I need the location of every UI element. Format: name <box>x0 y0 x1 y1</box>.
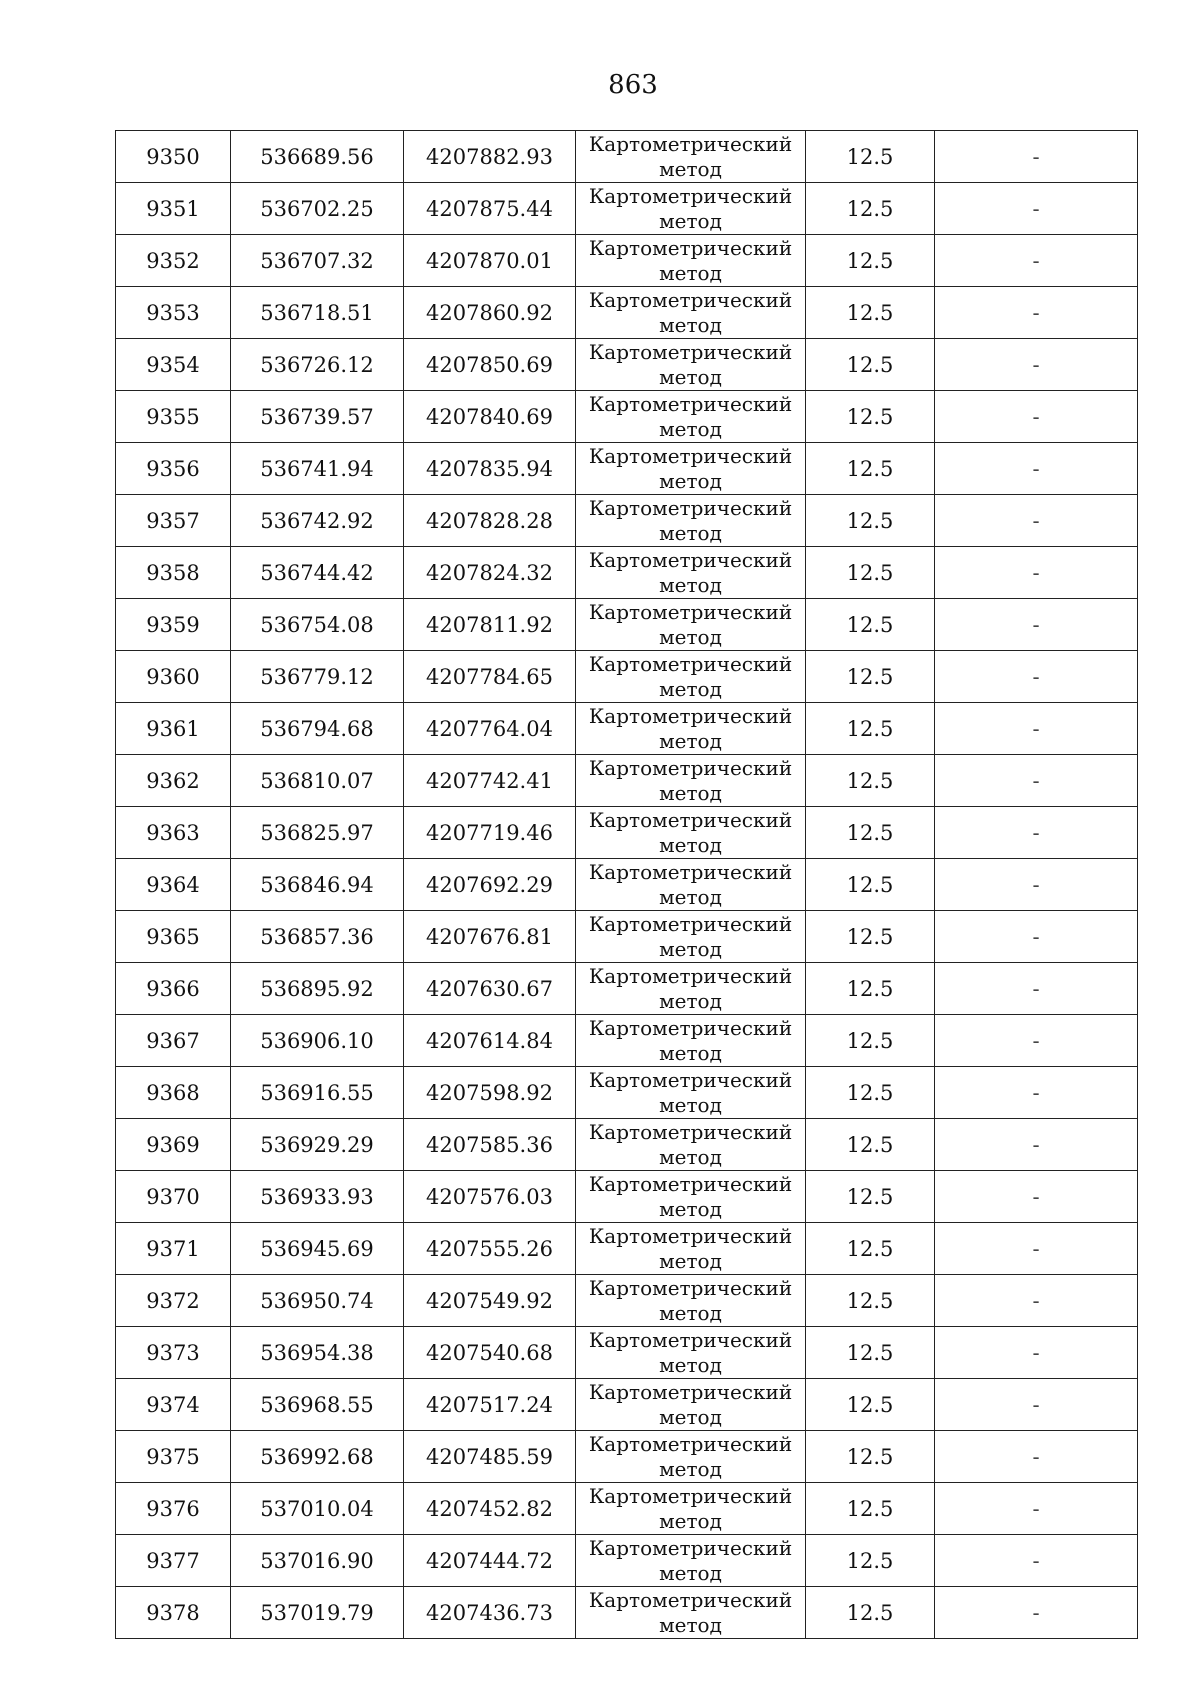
accuracy-cell: 12.5 <box>806 183 935 235</box>
x-coordinate-cell: 536742.92 <box>231 495 404 547</box>
method-line-1: Картометрический <box>588 1275 793 1300</box>
method-line-1: Картометрический <box>588 235 793 260</box>
y-coordinate-cell: 4207485.59 <box>404 1431 576 1483</box>
note-cell: - <box>935 1327 1138 1379</box>
table-row <box>116 807 1138 859</box>
method-line-2: метод <box>659 1040 722 1065</box>
y-coordinate-cell: 4207860.92 <box>404 287 576 339</box>
point-number-cell: 9359 <box>116 599 231 651</box>
accuracy-cell: 12.5 <box>806 703 935 755</box>
x-coordinate-cell: 536846.94 <box>231 859 404 911</box>
note-cell: - <box>935 703 1138 755</box>
note-cell: - <box>935 1067 1138 1119</box>
table-row <box>116 1587 1138 1639</box>
method-line-2: метод <box>659 624 722 649</box>
table-row <box>116 547 1138 599</box>
method-line-2: метод <box>659 1560 722 1585</box>
note-cell: - <box>935 1223 1138 1275</box>
table-row <box>116 1119 1138 1171</box>
x-coordinate-cell: 536895.92 <box>231 963 404 1015</box>
method-line-1: Картометрический <box>588 495 793 520</box>
accuracy-cell: 12.5 <box>806 1327 935 1379</box>
note-cell: - <box>935 391 1138 443</box>
method-line-2: метод <box>659 1092 722 1117</box>
method-cell <box>576 1275 806 1327</box>
method-cell <box>576 1015 806 1067</box>
table-row <box>116 495 1138 547</box>
point-number-cell: 9373 <box>116 1327 231 1379</box>
note-cell: - <box>935 1535 1138 1587</box>
y-coordinate-cell: 4207870.01 <box>404 235 576 287</box>
accuracy-cell: 12.5 <box>806 1431 935 1483</box>
method-line-1: Картометрический <box>588 911 793 936</box>
coordinates-table <box>115 130 1138 1639</box>
note-cell: - <box>935 1431 1138 1483</box>
note-cell: - <box>935 495 1138 547</box>
note-cell: - <box>935 1275 1138 1327</box>
method-line-1: Картометрический <box>588 859 793 884</box>
y-coordinate-cell: 4207517.24 <box>404 1379 576 1431</box>
method-line-1: Картометрический <box>588 1015 793 1040</box>
method-line-1: Картометрический <box>588 1379 793 1404</box>
point-number-cell: 9350 <box>116 131 231 183</box>
accuracy-cell: 12.5 <box>806 859 935 911</box>
method-line-2: метод <box>659 1248 722 1273</box>
accuracy-cell: 12.5 <box>806 339 935 391</box>
accuracy-cell: 12.5 <box>806 1171 935 1223</box>
page-number: 863 <box>608 70 658 100</box>
table-row <box>116 1483 1138 1535</box>
method-line-2: метод <box>659 1300 722 1325</box>
note-cell: - <box>935 235 1138 287</box>
table-row <box>116 1379 1138 1431</box>
method-cell <box>576 1535 806 1587</box>
point-number-cell: 9374 <box>116 1379 231 1431</box>
table-row <box>116 599 1138 651</box>
table-row <box>116 131 1138 183</box>
accuracy-cell: 12.5 <box>806 1483 935 1535</box>
y-coordinate-cell: 4207835.94 <box>404 443 576 495</box>
method-cell <box>576 1171 806 1223</box>
x-coordinate-cell: 536718.51 <box>231 287 404 339</box>
point-number-cell: 9361 <box>116 703 231 755</box>
y-coordinate-cell: 4207692.29 <box>404 859 576 911</box>
method-cell <box>576 391 806 443</box>
y-coordinate-cell: 4207555.26 <box>404 1223 576 1275</box>
note-cell: - <box>935 807 1138 859</box>
point-number-cell: 9371 <box>116 1223 231 1275</box>
method-line-1: Картометрический <box>588 183 793 208</box>
method-cell <box>576 495 806 547</box>
method-line-1: Картометрический <box>588 807 793 832</box>
x-coordinate-cell: 536689.56 <box>231 131 404 183</box>
note-cell: - <box>935 183 1138 235</box>
method-line-2: метод <box>659 156 722 181</box>
method-line-1: Картометрический <box>588 547 793 572</box>
point-number-cell: 9372 <box>116 1275 231 1327</box>
method-line-1: Картометрический <box>588 391 793 416</box>
table-row <box>116 1067 1138 1119</box>
point-number-cell: 9365 <box>116 911 231 963</box>
method-cell <box>576 1587 806 1639</box>
note-cell: - <box>935 1015 1138 1067</box>
x-coordinate-cell: 536945.69 <box>231 1223 404 1275</box>
x-coordinate-cell: 536810.07 <box>231 755 404 807</box>
method-line-2: метод <box>659 260 722 285</box>
method-line-1: Картометрический <box>588 1119 793 1144</box>
y-coordinate-cell: 4207828.28 <box>404 495 576 547</box>
accuracy-cell: 12.5 <box>806 1015 935 1067</box>
method-cell <box>576 1067 806 1119</box>
table-row <box>116 1431 1138 1483</box>
x-coordinate-cell: 536707.32 <box>231 235 404 287</box>
method-cell <box>576 443 806 495</box>
method-line-2: метод <box>659 1456 722 1481</box>
note-cell: - <box>935 1483 1138 1535</box>
method-line-2: метод <box>659 312 722 337</box>
method-cell <box>576 235 806 287</box>
accuracy-cell: 12.5 <box>806 963 935 1015</box>
x-coordinate-cell: 536739.57 <box>231 391 404 443</box>
method-cell <box>576 599 806 651</box>
method-cell <box>576 1379 806 1431</box>
method-line-1: Картометрический <box>588 1171 793 1196</box>
x-coordinate-cell: 536929.29 <box>231 1119 404 1171</box>
x-coordinate-cell: 536950.74 <box>231 1275 404 1327</box>
y-coordinate-cell: 4207764.04 <box>404 703 576 755</box>
x-coordinate-cell: 537019.79 <box>231 1587 404 1639</box>
x-coordinate-cell: 536702.25 <box>231 183 404 235</box>
accuracy-cell: 12.5 <box>806 1535 935 1587</box>
y-coordinate-cell: 4207882.93 <box>404 131 576 183</box>
method-cell <box>576 755 806 807</box>
method-line-2: метод <box>659 1196 722 1221</box>
table-row <box>116 1171 1138 1223</box>
point-number-cell: 9353 <box>116 287 231 339</box>
method-line-1: Картометрический <box>588 1483 793 1508</box>
method-cell <box>576 183 806 235</box>
method-line-2: метод <box>659 1404 722 1429</box>
note-cell: - <box>935 1171 1138 1223</box>
method-line-2: метод <box>659 936 722 961</box>
table-row <box>116 911 1138 963</box>
accuracy-cell: 12.5 <box>806 1275 935 1327</box>
accuracy-cell: 12.5 <box>806 651 935 703</box>
method-cell <box>576 807 806 859</box>
method-cell <box>576 547 806 599</box>
y-coordinate-cell: 4207444.72 <box>404 1535 576 1587</box>
table-row <box>116 1535 1138 1587</box>
method-line-2: метод <box>659 1612 722 1637</box>
method-cell <box>576 963 806 1015</box>
accuracy-cell: 12.5 <box>806 1067 935 1119</box>
method-line-2: метод <box>659 1508 722 1533</box>
note-cell: - <box>935 287 1138 339</box>
x-coordinate-cell: 536726.12 <box>231 339 404 391</box>
point-number-cell: 9369 <box>116 1119 231 1171</box>
method-line-1: Картометрический <box>588 963 793 988</box>
method-line-2: метод <box>659 572 722 597</box>
x-coordinate-cell: 537016.90 <box>231 1535 404 1587</box>
y-coordinate-cell: 4207452.82 <box>404 1483 576 1535</box>
accuracy-cell: 12.5 <box>806 599 935 651</box>
method-line-2: метод <box>659 520 722 545</box>
note-cell: - <box>935 443 1138 495</box>
table-row <box>116 1223 1138 1275</box>
method-line-2: метод <box>659 1352 722 1377</box>
method-line-2: метод <box>659 728 722 753</box>
method-line-1: Картометрический <box>588 1067 793 1092</box>
table-row <box>116 1275 1138 1327</box>
method-cell <box>576 287 806 339</box>
x-coordinate-cell: 536916.55 <box>231 1067 404 1119</box>
method-line-2: метод <box>659 832 722 857</box>
method-line-2: метод <box>659 676 722 701</box>
point-number-cell: 9376 <box>116 1483 231 1535</box>
point-number-cell: 9370 <box>116 1171 231 1223</box>
accuracy-cell: 12.5 <box>806 755 935 807</box>
point-number-cell: 9355 <box>116 391 231 443</box>
table-row <box>116 1015 1138 1067</box>
accuracy-cell: 12.5 <box>806 1379 935 1431</box>
point-number-cell: 9363 <box>116 807 231 859</box>
y-coordinate-cell: 4207630.67 <box>404 963 576 1015</box>
method-line-1: Картометрический <box>588 755 793 780</box>
table-row <box>116 703 1138 755</box>
y-coordinate-cell: 4207549.92 <box>404 1275 576 1327</box>
x-coordinate-cell: 536906.10 <box>231 1015 404 1067</box>
method-line-2: метод <box>659 884 722 909</box>
accuracy-cell: 12.5 <box>806 547 935 599</box>
point-number-cell: 9354 <box>116 339 231 391</box>
method-cell <box>576 339 806 391</box>
point-number-cell: 9358 <box>116 547 231 599</box>
table-row <box>116 287 1138 339</box>
table-row <box>116 963 1138 1015</box>
accuracy-cell: 12.5 <box>806 235 935 287</box>
note-cell: - <box>935 339 1138 391</box>
method-cell <box>576 1327 806 1379</box>
point-number-cell: 9362 <box>116 755 231 807</box>
method-cell <box>576 1119 806 1171</box>
method-cell <box>576 1431 806 1483</box>
note-cell: - <box>935 963 1138 1015</box>
y-coordinate-cell: 4207436.73 <box>404 1587 576 1639</box>
method-line-1: Картометрический <box>588 443 793 468</box>
coordinates-table-body <box>116 131 1138 1639</box>
table-row <box>116 391 1138 443</box>
accuracy-cell: 12.5 <box>806 1223 935 1275</box>
y-coordinate-cell: 4207850.69 <box>404 339 576 391</box>
x-coordinate-cell: 536954.38 <box>231 1327 404 1379</box>
note-cell: - <box>935 1379 1138 1431</box>
note-cell: - <box>935 547 1138 599</box>
table-row <box>116 443 1138 495</box>
note-cell: - <box>935 131 1138 183</box>
x-coordinate-cell: 536744.42 <box>231 547 404 599</box>
table-row <box>116 339 1138 391</box>
method-cell <box>576 651 806 703</box>
note-cell: - <box>935 1119 1138 1171</box>
method-line-1: Картометрический <box>588 1223 793 1248</box>
method-cell <box>576 703 806 755</box>
y-coordinate-cell: 4207540.68 <box>404 1327 576 1379</box>
x-coordinate-cell: 537010.04 <box>231 1483 404 1535</box>
point-number-cell: 9377 <box>116 1535 231 1587</box>
table-row <box>116 651 1138 703</box>
point-number-cell: 9357 <box>116 495 231 547</box>
point-number-cell: 9351 <box>116 183 231 235</box>
method-line-2: метод <box>659 468 722 493</box>
y-coordinate-cell: 4207784.65 <box>404 651 576 703</box>
method-line-1: Картометрический <box>588 1431 793 1456</box>
x-coordinate-cell: 536857.36 <box>231 911 404 963</box>
accuracy-cell: 12.5 <box>806 807 935 859</box>
x-coordinate-cell: 536754.08 <box>231 599 404 651</box>
accuracy-cell: 12.5 <box>806 443 935 495</box>
method-line-2: метод <box>659 1144 722 1169</box>
y-coordinate-cell: 4207719.46 <box>404 807 576 859</box>
y-coordinate-cell: 4207585.36 <box>404 1119 576 1171</box>
point-number-cell: 9366 <box>116 963 231 1015</box>
note-cell: - <box>935 1587 1138 1639</box>
x-coordinate-cell: 536779.12 <box>231 651 404 703</box>
method-line-1: Картометрический <box>588 287 793 312</box>
y-coordinate-cell: 4207840.69 <box>404 391 576 443</box>
method-cell <box>576 1223 806 1275</box>
accuracy-cell: 12.5 <box>806 287 935 339</box>
method-cell <box>576 1483 806 1535</box>
accuracy-cell: 12.5 <box>806 131 935 183</box>
method-cell <box>576 911 806 963</box>
y-coordinate-cell: 4207598.92 <box>404 1067 576 1119</box>
x-coordinate-cell: 536794.68 <box>231 703 404 755</box>
method-line-1: Картометрический <box>588 339 793 364</box>
accuracy-cell: 12.5 <box>806 1587 935 1639</box>
method-line-2: метод <box>659 988 722 1013</box>
point-number-cell: 9356 <box>116 443 231 495</box>
note-cell: - <box>935 599 1138 651</box>
method-line-1: Картометрический <box>588 1535 793 1560</box>
point-number-cell: 9367 <box>116 1015 231 1067</box>
method-line-1: Картометрический <box>588 1587 793 1612</box>
table-row <box>116 859 1138 911</box>
note-cell: - <box>935 755 1138 807</box>
method-line-2: метод <box>659 416 722 441</box>
x-coordinate-cell: 536933.93 <box>231 1171 404 1223</box>
method-cell <box>576 859 806 911</box>
accuracy-cell: 12.5 <box>806 495 935 547</box>
method-line-2: метод <box>659 780 722 805</box>
method-cell <box>576 131 806 183</box>
y-coordinate-cell: 4207676.81 <box>404 911 576 963</box>
x-coordinate-cell: 536825.97 <box>231 807 404 859</box>
table-row <box>116 235 1138 287</box>
point-number-cell: 9368 <box>116 1067 231 1119</box>
method-line-1: Картометрический <box>588 651 793 676</box>
table-row <box>116 1327 1138 1379</box>
method-line-2: метод <box>659 208 722 233</box>
y-coordinate-cell: 4207875.44 <box>404 183 576 235</box>
y-coordinate-cell: 4207824.32 <box>404 547 576 599</box>
y-coordinate-cell: 4207576.03 <box>404 1171 576 1223</box>
method-line-2: метод <box>659 364 722 389</box>
method-line-1: Картометрический <box>588 1327 793 1352</box>
point-number-cell: 9378 <box>116 1587 231 1639</box>
note-cell: - <box>935 911 1138 963</box>
y-coordinate-cell: 4207811.92 <box>404 599 576 651</box>
method-line-1: Картометрический <box>588 703 793 728</box>
method-line-1: Картометрический <box>588 599 793 624</box>
accuracy-cell: 12.5 <box>806 911 935 963</box>
method-line-1: Картометрический <box>588 131 793 156</box>
point-number-cell: 9360 <box>116 651 231 703</box>
point-number-cell: 9352 <box>116 235 231 287</box>
note-cell: - <box>935 651 1138 703</box>
y-coordinate-cell: 4207742.41 <box>404 755 576 807</box>
point-number-cell: 9375 <box>116 1431 231 1483</box>
accuracy-cell: 12.5 <box>806 1119 935 1171</box>
table-row <box>116 183 1138 235</box>
accuracy-cell: 12.5 <box>806 391 935 443</box>
point-number-cell: 9364 <box>116 859 231 911</box>
note-cell: - <box>935 859 1138 911</box>
x-coordinate-cell: 536741.94 <box>231 443 404 495</box>
y-coordinate-cell: 4207614.84 <box>404 1015 576 1067</box>
x-coordinate-cell: 536968.55 <box>231 1379 404 1431</box>
x-coordinate-cell: 536992.68 <box>231 1431 404 1483</box>
table-row <box>116 755 1138 807</box>
